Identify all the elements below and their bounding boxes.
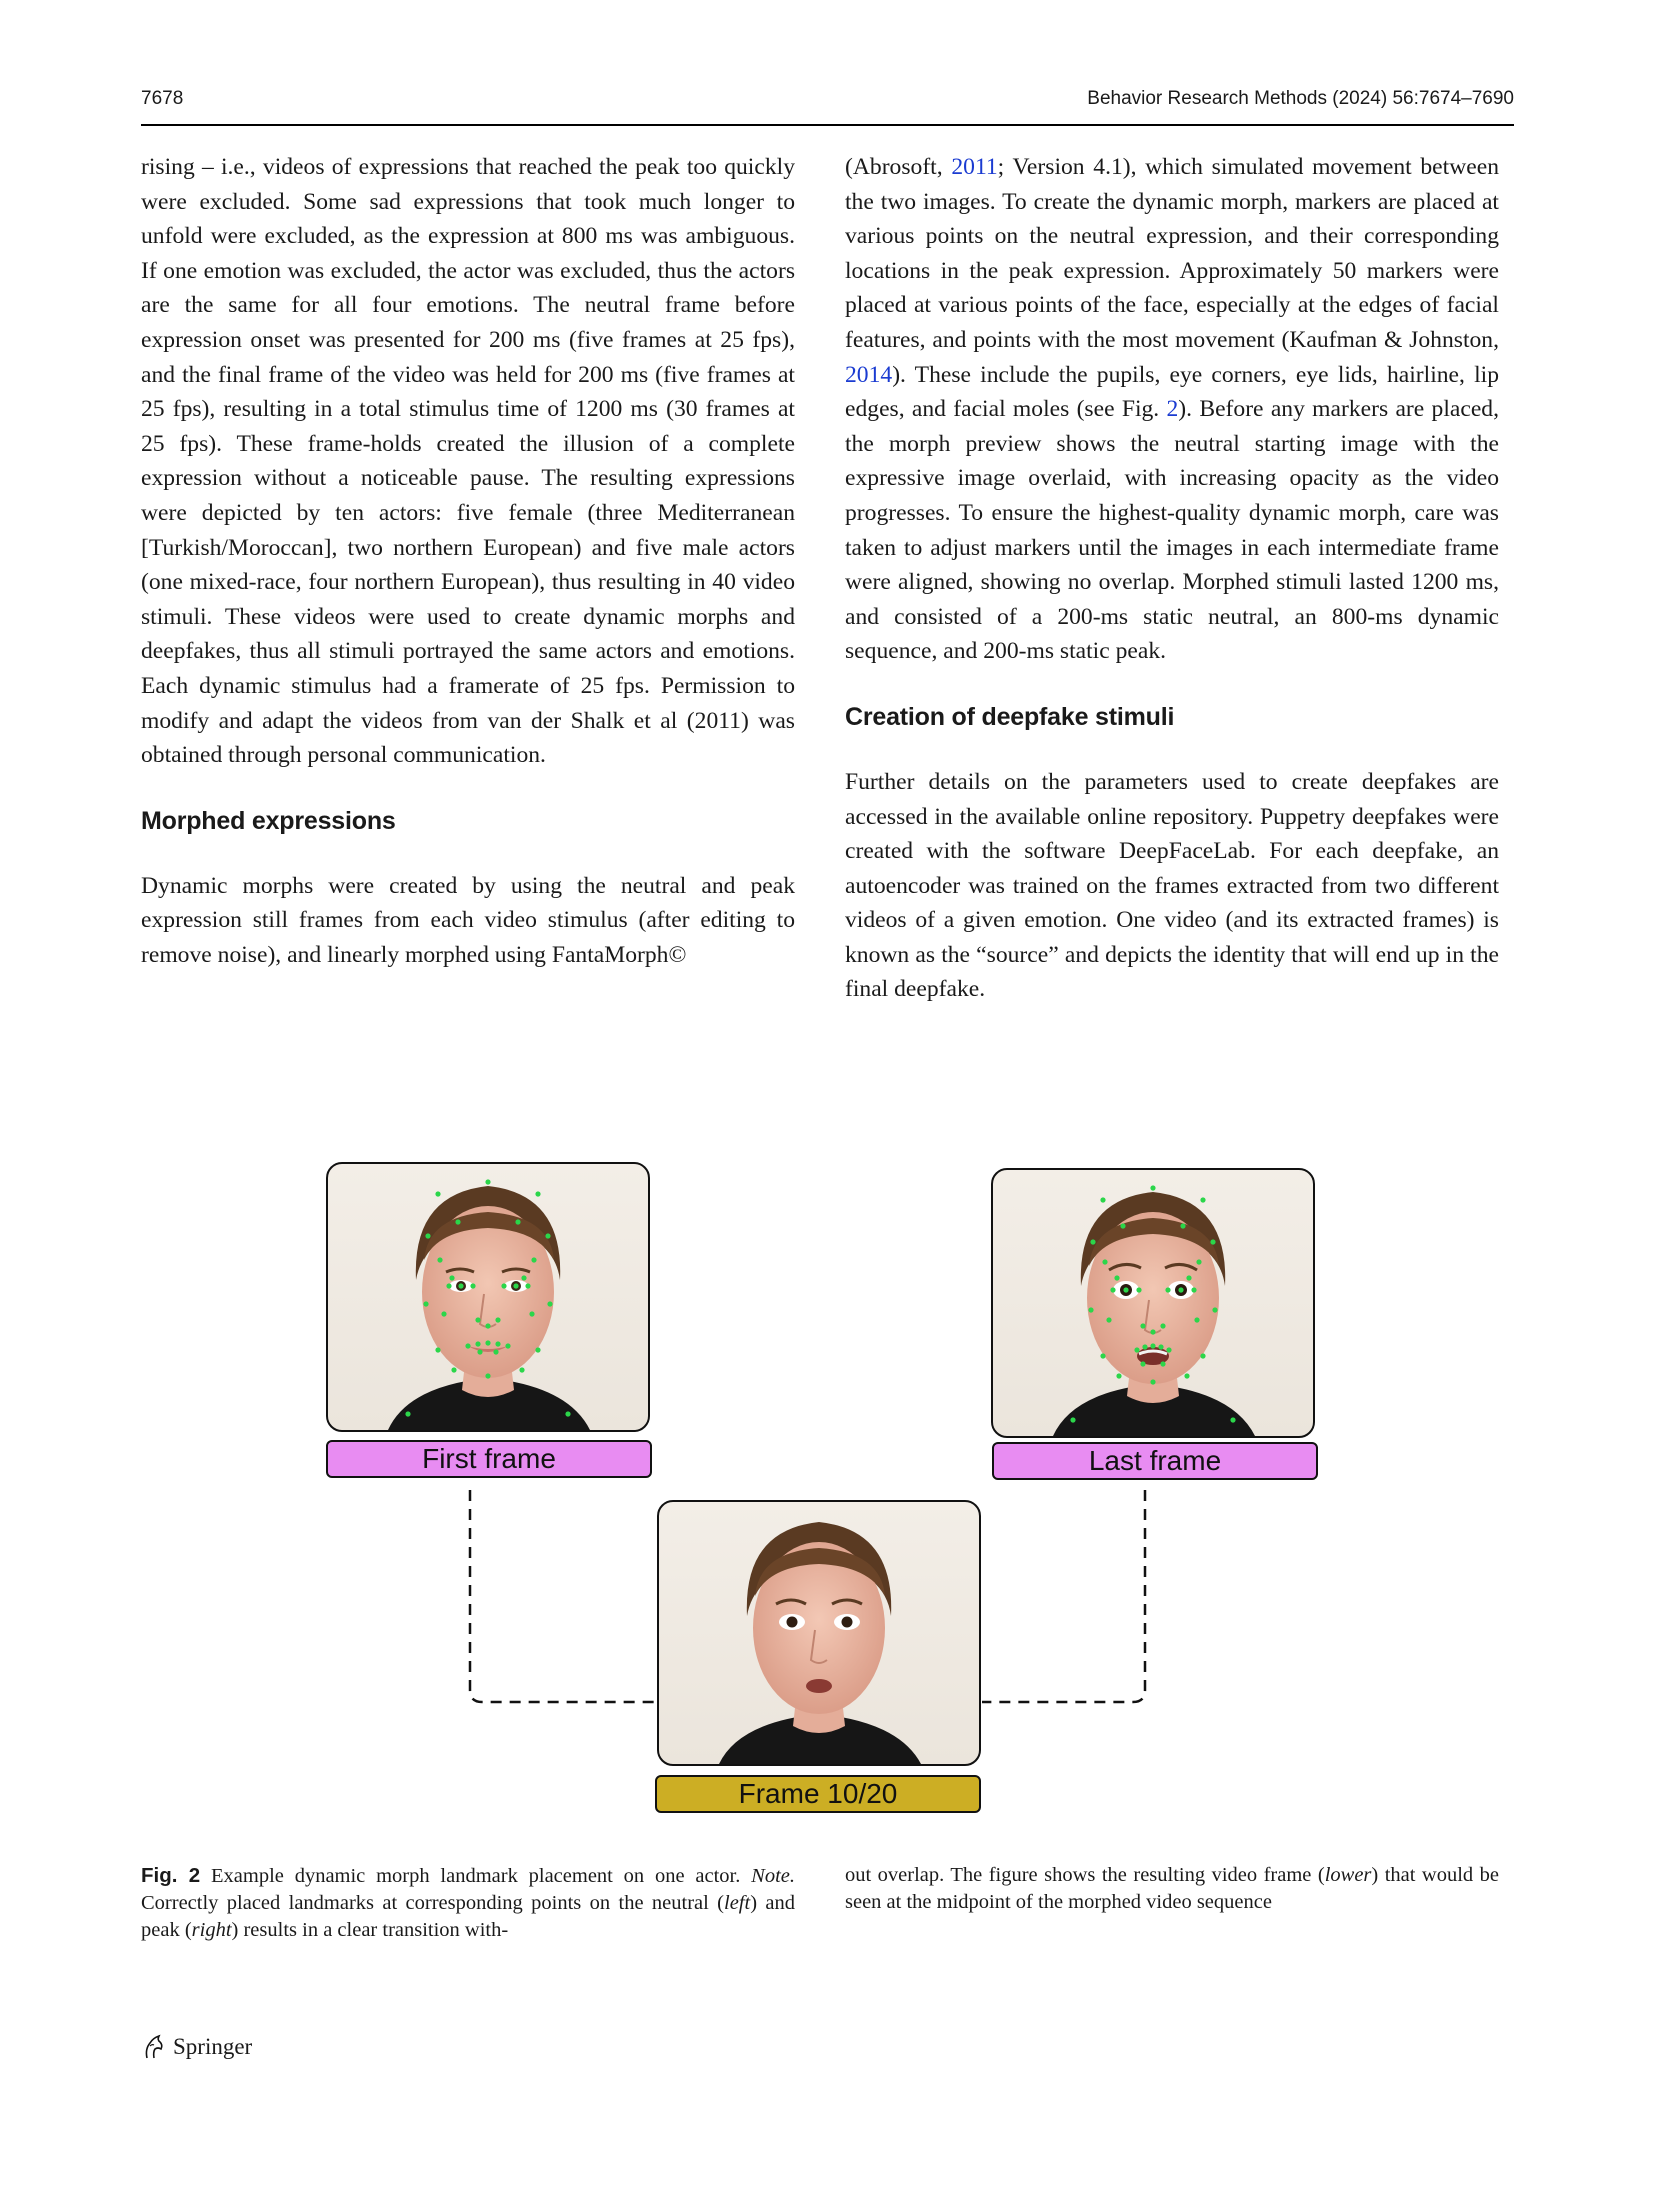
first-frame-label: First frame (326, 1440, 652, 1478)
section-heading-deepfake: Creation of deepfake stimuli (845, 702, 1175, 731)
face-portrait-peak (993, 1170, 1313, 1436)
right-paragraph-1 (845, 150, 1499, 669)
text-run: ). These include the pupils, eye corners, eye lids, hairline, lip edges, and facial moles (see Fig. (845, 361, 1499, 423)
left-paragraph-2: Dynamic morphs were created by using the neutral and peak expression still frames from each video stimulus (after editing to remove noise), and linearly morphed using FantaMorph© (141, 872, 795, 968)
publisher-footer (141, 2030, 252, 2064)
caption-italic: left (724, 1892, 751, 1914)
left-column (141, 150, 795, 972)
figure-2 (310, 1150, 1350, 1830)
left-paragraph-1: rising – i.e., videos of expressions that reached the peak too quickly were excluded. Some sad expressions that took much longer to unfold were excluded, as the expression at 800 ms was ambiguous. If one emotion was excluded, the actor was excluded, thus the actors are the same for all four emotions. The neutral frame before expression onset was presented for 200 ms (five frames at 25 fps), and the final frame of the video was held for 200 ms (five frames at 25 fps), resulting in a total stimulus time of 1200 ms (30 frames at 25 fps). These frame-holds created the illusion of a complete expression without a noticeable pause. The resulting expressions were depicted by ten actors: five female (three Mediterranean [Turkish/Moroccan], two northern European) and five male actors (one mixed-race, four northern European), thus resulting in 40 video stimuli. These videos were used to create dynamic morphs and deepfakes, thus all stimuli portrayed the same actors and emotions. Each dynamic stimulus had a framerate of 25 fps. Permission to modify and adapt the videos from van der Shalk et al (2011) was obtained through personal communication. (141, 154, 795, 769)
section-heading-morphed: Morphed expressions (141, 806, 396, 835)
caption-text: Correctly placed landmarks at corresponding points on the neutral ( (141, 1892, 725, 1914)
last-frame-image (991, 1168, 1315, 1438)
right-paragraph-2: Further details on the parameters used to create deepfakes are accessed in the available online repository. Puppetry deepfakes were created with the software DeepFaceLab. For each deepfake, an autoencoder was trained on the frames extracted from two different videos of a given emotion. One video (and its extracted frames) is known as the “source” and depicts the identity that will end up in the final deepfake. (845, 768, 1499, 1003)
citation-link-2011[interactable]: 2011 (951, 154, 998, 180)
journal-citation: Behavior Research Methods (2024) 56:7674–7690 (1087, 88, 1514, 109)
page-number: 7678 (141, 88, 184, 109)
figure-label: Fig. 2 (141, 1864, 201, 1887)
right-column (845, 150, 1499, 1007)
figure-caption-left (141, 1862, 795, 1944)
text-run: ). Before any markers are placed, the morph preview shows the neutral starting image with the expressive image overlaid, with increasing opacity as the video progresses. To ensure the highest-quality dynamic morph, care was taken to adjust markers until the images in each intermediate frame were aligned, showing no overlap. Morphed stimuli lasted 1200 ms, and consisted of a 200-ms static neutral, an 800-ms dynamic sequence, and 200-ms static peak. (845, 396, 1499, 665)
springer-horse-icon (141, 2033, 167, 2061)
publisher-name: Springer (173, 2034, 253, 2059)
citation-link-2014[interactable]: 2014 (845, 361, 893, 388)
mid-frame-image (657, 1500, 981, 1766)
mid-frame-label: Frame 10/20 (655, 1775, 981, 1813)
figure-link-2[interactable]: 2 (1166, 396, 1179, 423)
caption-text: ) and peak ( (141, 1892, 795, 1941)
face-portrait-neutral (328, 1164, 648, 1430)
caption-text: ) that would be seen at the midpoint of the morphed video sequence (845, 1864, 1500, 1913)
caption-italic: lower (1324, 1864, 1372, 1886)
caption-italic: right (191, 1919, 232, 1941)
caption-text: Example dynamic morph landmark placement on one actor. (200, 1865, 752, 1887)
last-frame-label: Last frame (992, 1442, 1318, 1480)
text-run: ; Version 4.1), which simulated movement between the two images. To create the dynamic morph, markers are placed at various points on the neutral expression, and their corresponding locations in the peak expression. Approximately 50 markers were placed at various points of the face, especially at the edges of facial features, and points with the most movement (Kaufman & Johnston, (845, 154, 1499, 353)
face-portrait-midpoint (659, 1502, 979, 1764)
caption-note: Note. (751, 1865, 795, 1887)
text-run: (Abrosoft, (845, 154, 952, 180)
header-rule (141, 124, 1514, 126)
first-frame-image (326, 1162, 650, 1432)
caption-text: out overlap. The figure shows the resulting video frame ( (845, 1864, 1325, 1886)
running-head (141, 88, 1514, 118)
caption-text: ) results in a clear transition with- (231, 1919, 509, 1941)
figure-caption-right (845, 1862, 1499, 1916)
